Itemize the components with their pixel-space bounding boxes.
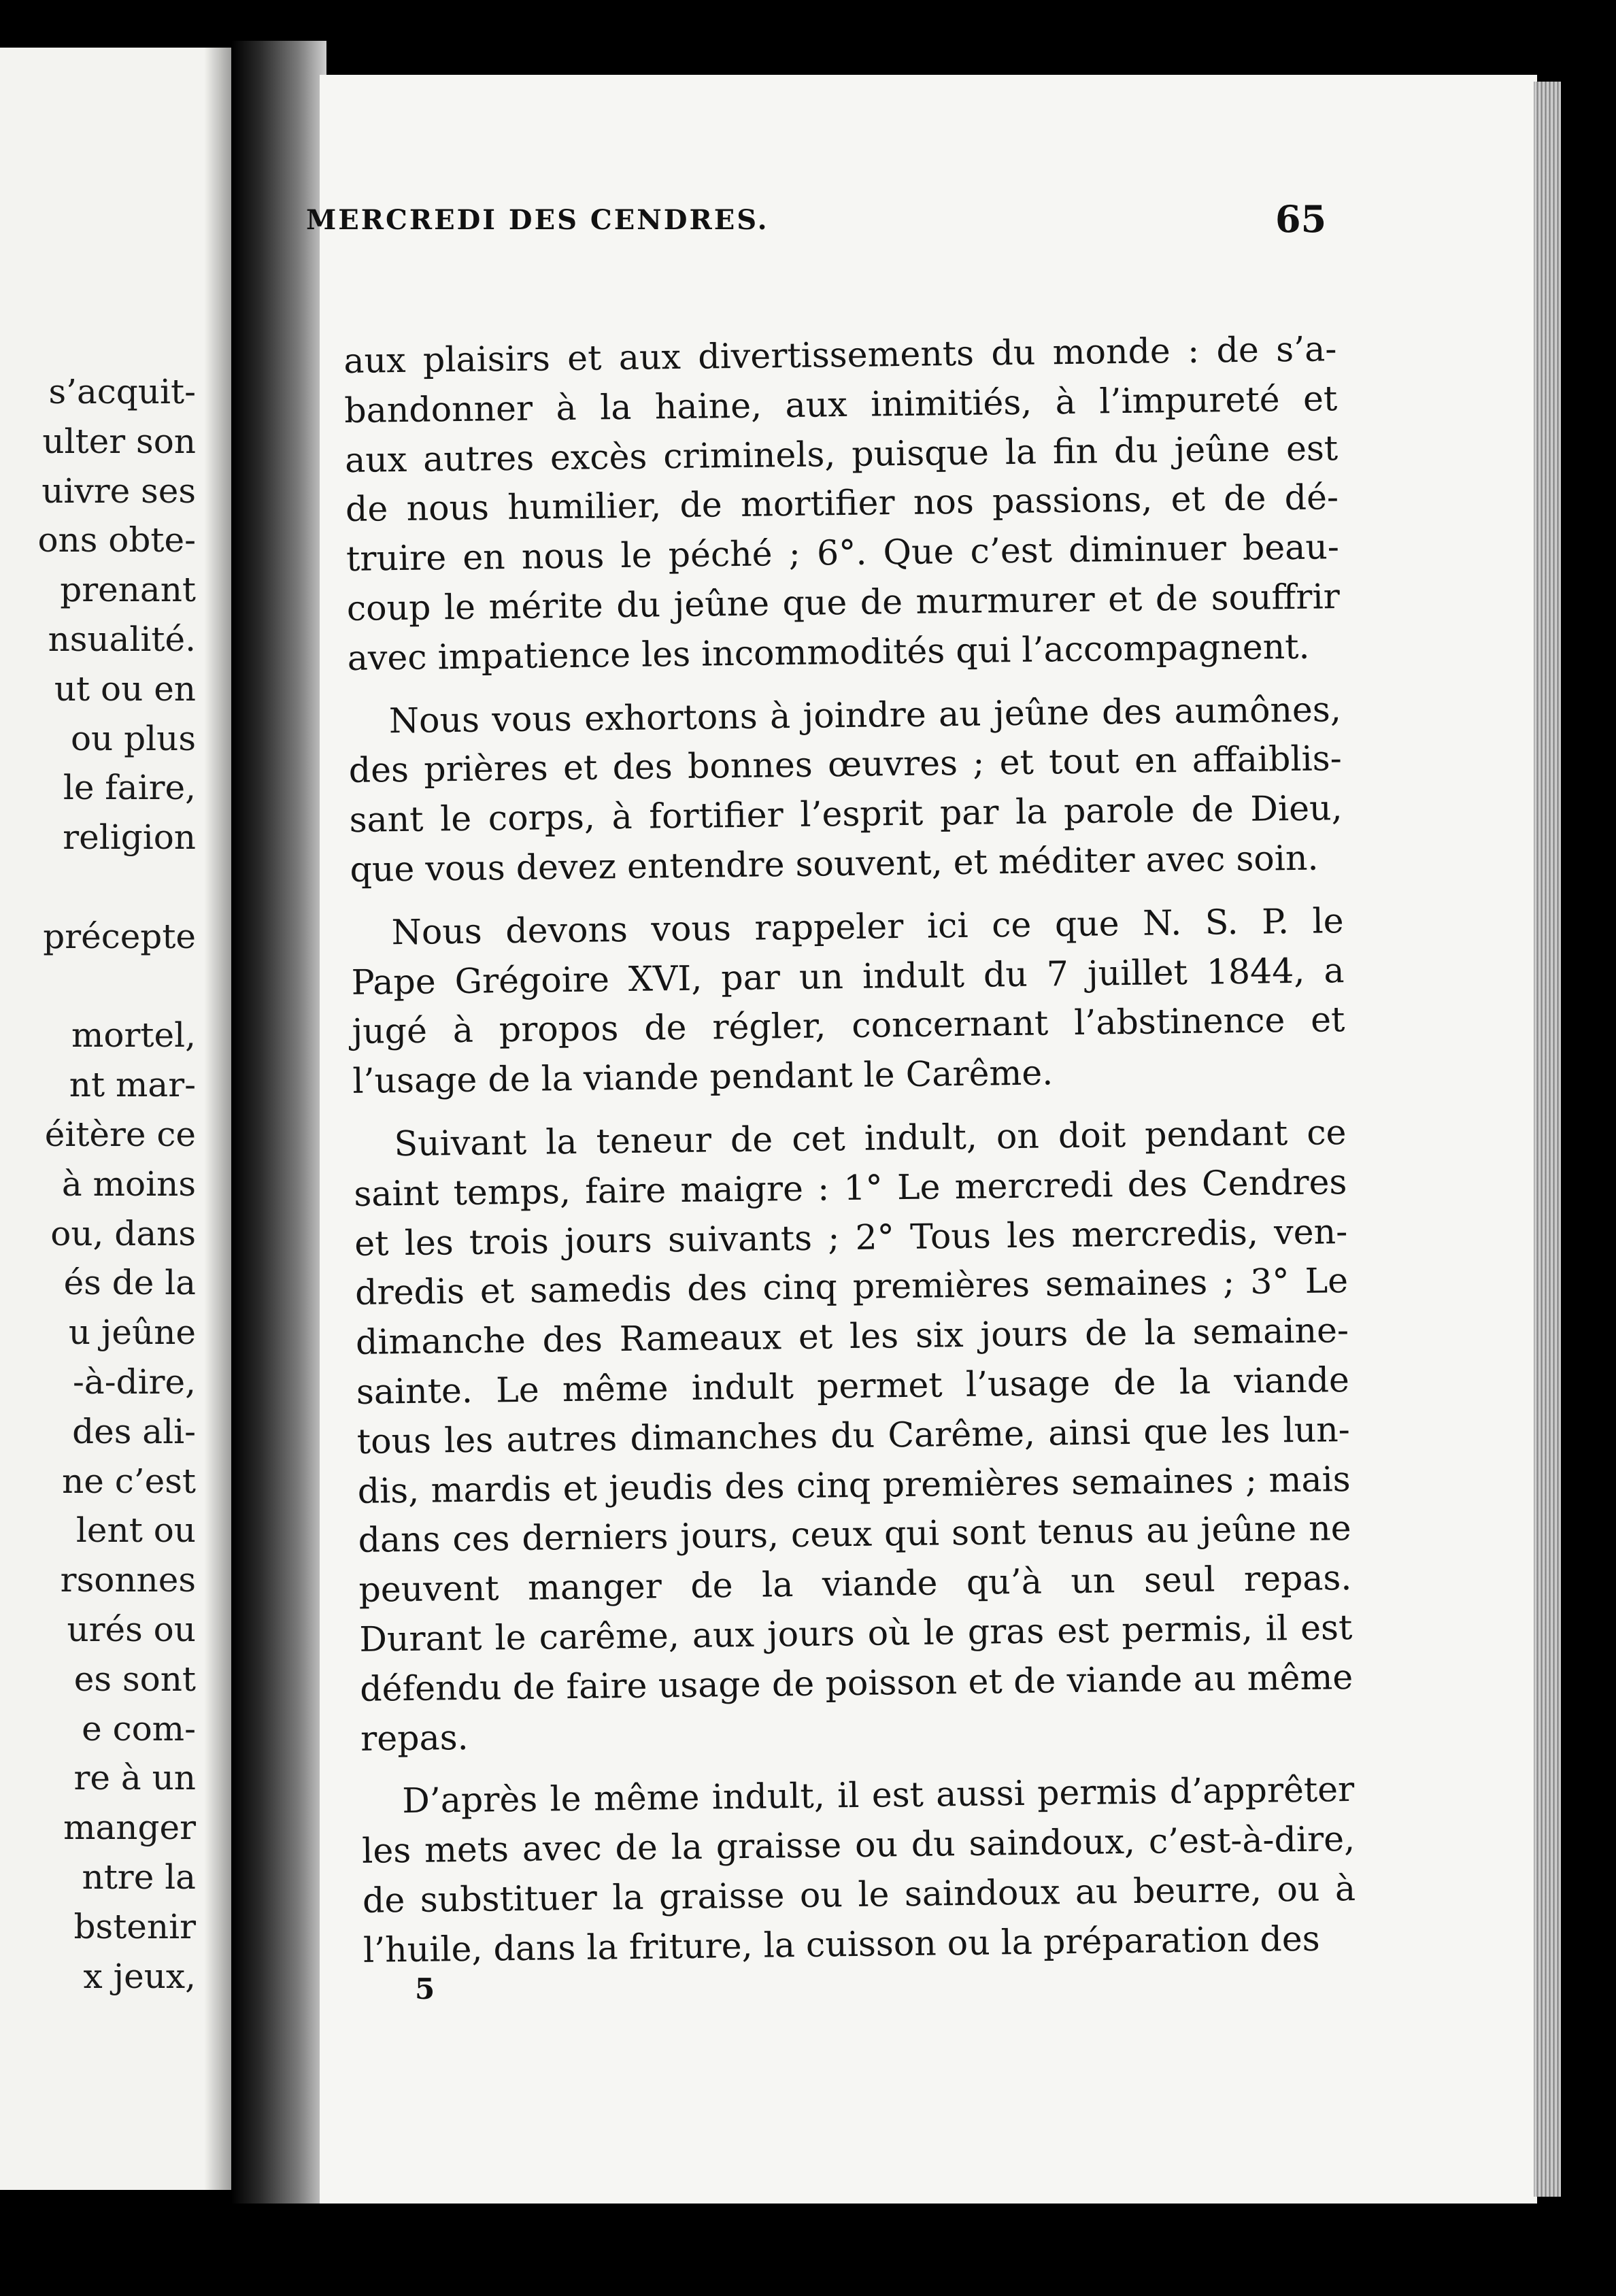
text-line: Nous vous exhortons à joindre au jeûne des aumônes,: [388, 688, 1342, 741]
text-line: l’usage de la viande pendant le Carême.: [352, 1052, 1054, 1102]
left-page-line: des ali-: [72, 1411, 196, 1451]
left-page-line: re à un: [73, 1758, 196, 1798]
left-page-line: u jeûne: [68, 1313, 196, 1353]
text-line: truire en nous le péché ; 6°. Que c’est diminuer beau-: [346, 526, 1340, 579]
text-line: dis, mardis et jeudis des cinq premières semaines ; mais: [357, 1458, 1351, 1511]
left-page-line: ut ou en: [54, 669, 196, 709]
left-page-line: prenant: [60, 570, 196, 610]
left-page-line: uivre ses: [41, 471, 196, 511]
text-line: sainte. Le même indult permet l’usage de la viande: [356, 1359, 1350, 1412]
page-number: 65: [1275, 197, 1327, 241]
body-text: [343, 324, 1357, 1989]
signature-mark: 5: [415, 1972, 435, 2006]
text-line: l’huile, dans la friture, la cuisson ou la préparation des: [363, 1918, 1320, 1970]
left-page-line: ulter son: [42, 421, 196, 461]
left-page-line: ne c’est: [62, 1461, 196, 1501]
text-line: coup le mérite du jeûne que de murmurer et de souffrir: [346, 576, 1341, 628]
text-line: Pape Grégoire XVI, par un indult du 7 juillet 1844, a: [351, 949, 1345, 1002]
text-line: de substituer la graisse ou le saindoux au beurre, ou à: [362, 1868, 1356, 1921]
text-line: dans ces derniers jours, ceux qui sont tenus au jeûne ne: [358, 1508, 1351, 1561]
left-page-line: x jeux,: [83, 1956, 196, 1996]
text-line: aux plaisirs et aux divertissements du monde : de s’a-: [343, 328, 1337, 381]
left-page-line: ou plus: [70, 718, 196, 758]
text-line: Nous devons vous rappeler ici ce que N. S. P. le: [391, 900, 1344, 952]
left-page-line: s’acquit-: [48, 372, 196, 411]
left-page-line: éitère ce: [44, 1114, 196, 1154]
text-line: peuvent manger de la viande qu’à un seul repas.: [358, 1557, 1352, 1610]
text-line: les mets avec de la graisse ou du saindoux, c’est-à-dire,: [361, 1819, 1356, 1871]
text-line: que vous devez entendre souvent, et méditer avec soin.: [350, 837, 1319, 890]
left-page-line: mortel,: [71, 1015, 196, 1056]
left-page-line: urés ou: [67, 1609, 196, 1649]
left-page-line: e com-: [82, 1708, 196, 1749]
left-page: [0, 48, 231, 2190]
text-line: repas.: [360, 1717, 469, 1759]
left-page-line: es sont: [73, 1659, 196, 1699]
left-page-line: le faire,: [63, 768, 196, 808]
text-line: avec impatience les incommodités qui l’accompagnent.: [347, 626, 1310, 678]
text-line: défendu de faire usage de poisson et de viande au même: [359, 1656, 1353, 1709]
left-page-shadow: [204, 48, 231, 2190]
left-page-line: rsonnes: [60, 1560, 196, 1600]
left-page-line: ntre la: [82, 1857, 196, 1897]
text-line: Durant le carême, aux jours où le gras est permis, il est: [359, 1606, 1353, 1659]
book-gutter: [231, 41, 326, 2204]
paragraph: [343, 324, 1341, 683]
left-page-line: -à-dire,: [73, 1362, 196, 1402]
left-page-line: précepte: [43, 916, 196, 956]
paragraph: [348, 685, 1343, 895]
text-line: des prières et des bonnes œuvres ; et tout en affaiblis-: [348, 738, 1343, 791]
text-line: dredis et samedis des cinq premières semaines ; 3° Le: [354, 1260, 1349, 1313]
paragraph: [361, 1765, 1356, 1975]
text-line: de nous humilier, de mortifier nos passions, et de dé-: [345, 477, 1339, 530]
text-line: jugé à propos de régler, concernant l’abstinence et: [352, 999, 1345, 1052]
left-page-line: és de la: [63, 1263, 196, 1303]
running-head-title: MERCREDI DES CENDRES.: [306, 204, 769, 236]
text-line: Suivant la teneur de cet indult, on doit pendant ce: [394, 1112, 1347, 1164]
paragraph: [353, 1108, 1353, 1763]
text-line: saint temps, faire maigre : 1° Le mercredi des Cendres: [354, 1161, 1347, 1214]
text-line: sant le corps, à fortifier l’esprit par la parole de Dieu,: [349, 788, 1343, 841]
text-line: dimanche des Rameaux et les six jours de la semaine-: [355, 1310, 1349, 1363]
left-page-line: à moins: [61, 1164, 196, 1204]
left-page-line: ou, dans: [50, 1213, 196, 1253]
text-line: tous les autres dimanches du Carême, ainsi que les lun-: [356, 1408, 1351, 1462]
text-line: D’après le même indult, il est aussi permis d’apprêter: [401, 1769, 1355, 1821]
left-page-text: [37, 367, 196, 2001]
text-line: et les trois jours suivants ; 2° Tous les mercredis, ven-: [354, 1211, 1348, 1264]
left-page-line: lent ou: [75, 1510, 196, 1551]
text-line: aux autres excès criminels, puisque la fin du jeûne est: [344, 427, 1339, 480]
paragraph: [350, 896, 1345, 1107]
page-edges: [1534, 82, 1561, 2197]
left-page-line: [37, 862, 196, 912]
left-page-line: manger: [63, 1808, 196, 1848]
left-page-line: bstenir: [73, 1906, 196, 1946]
left-page-line: ons obte-: [37, 520, 196, 560]
left-page-line: nsualité.: [48, 619, 196, 659]
left-page-line: [37, 962, 196, 1011]
left-page-line: religion: [63, 817, 196, 858]
left-page-line: nt mar-: [69, 1065, 196, 1105]
text-line: bandonner à la haine, aux inimitiés, à l’impureté et: [343, 377, 1338, 430]
